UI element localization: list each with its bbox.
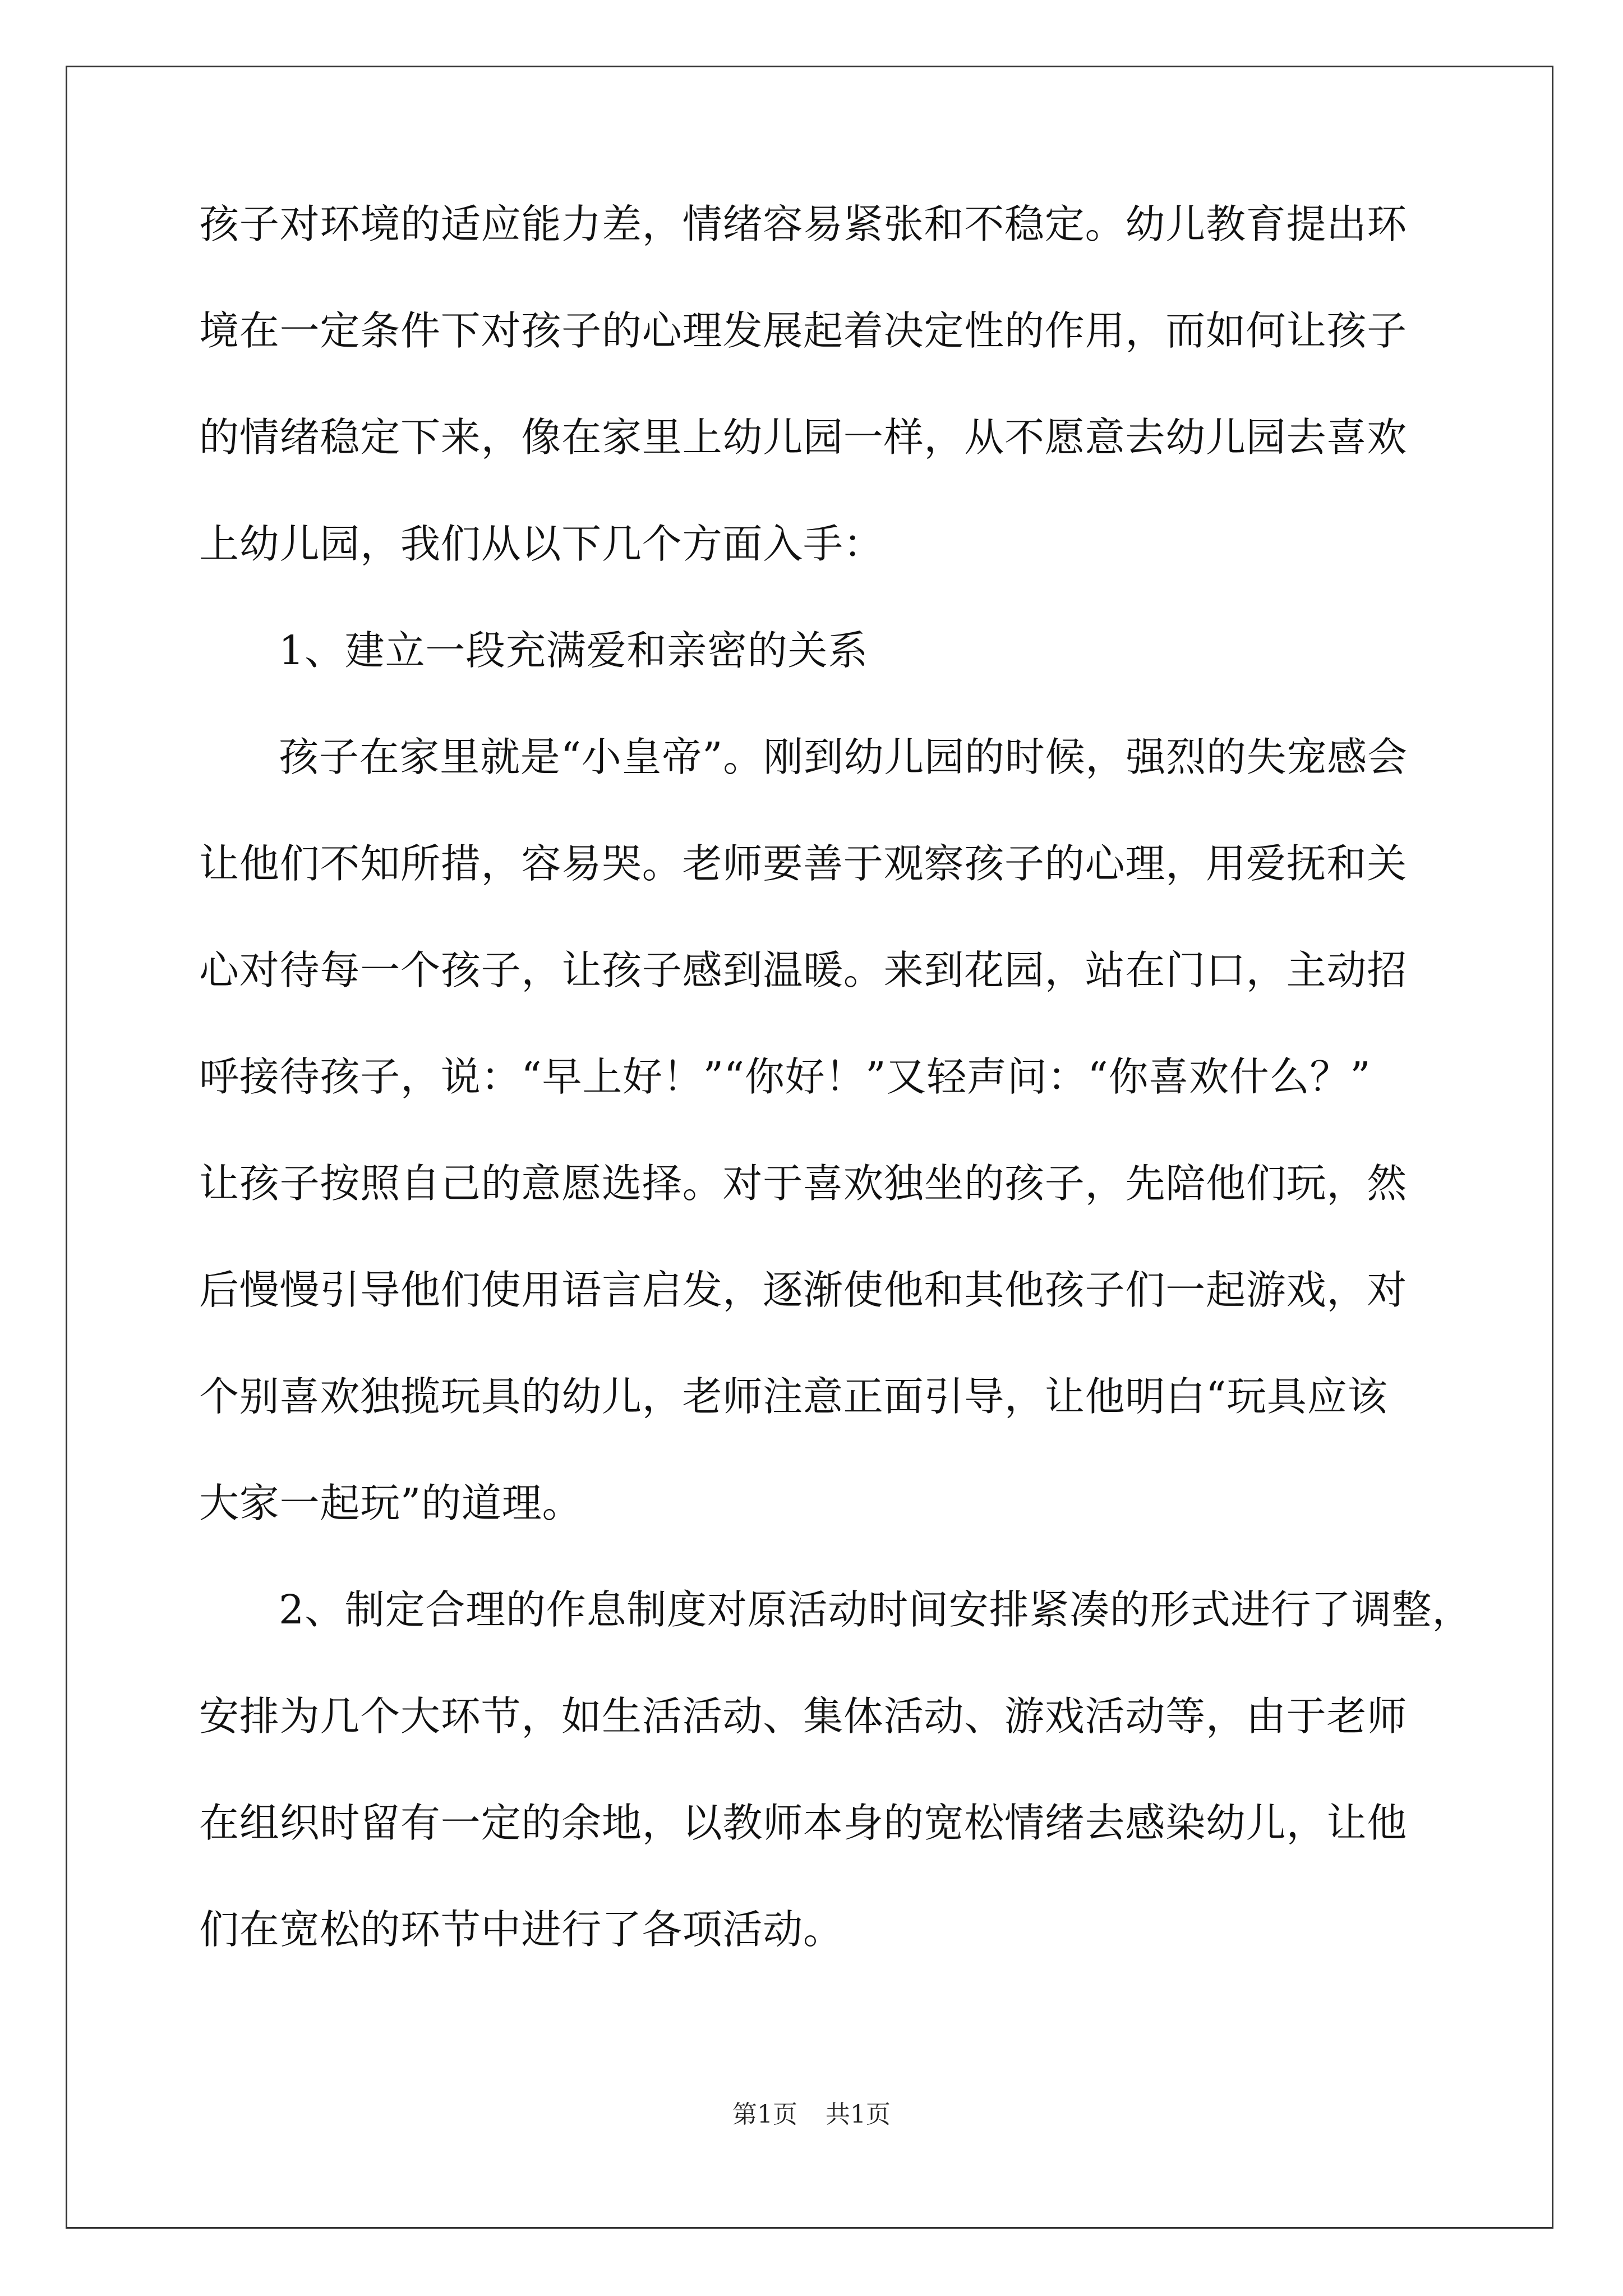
section-heading-2: 2、制定合理的作息制度对原活动时间安排紧凑的形式进行了调整，: [279, 1586, 1473, 1633]
section-heading-1: 1、建立一段充满爱和亲密的关系: [279, 627, 869, 674]
text-line: 大家一起玩”的道理。: [199, 1480, 583, 1526]
page-total: 共1页: [826, 2100, 891, 2129]
text-line: 让孩子按照自己的意愿选择。对于喜欢独坐的孩子，先陪他们玩，然: [199, 1160, 1408, 1207]
page-number: 第1页: [732, 2100, 797, 2129]
text-line: 心对待每一个孩子，让孩子感到温暖。来到花园，站在门口，主动招: [199, 947, 1408, 993]
text-line: 上幼儿园，我们从以下几个方面入手：: [199, 521, 884, 567]
text-line: 的情绪稳定下来，像在家里上幼儿园一样，从不愿意去幼儿园去喜欢: [199, 414, 1408, 461]
text-line: 孩子对环境的适应能力差，情绪容易紧张和不稳定。幼儿教育提出环: [199, 201, 1408, 247]
text-line: 境在一定条件下对孩子的心理发展起着决定性的作用，而如何让孩子: [199, 307, 1408, 354]
text-line: 让他们不知所措，容易哭。老师要善于观察孩子的心理，用爱抚和关: [199, 840, 1408, 887]
text-line: 个别喜欢独揽玩具的幼儿，老师注意正面引导，让他明白“玩具应该: [199, 1373, 1388, 1420]
paragraph-start: 孩子在家里就是“小皇帝”。刚到幼儿园的时候，强烈的失宠感会: [279, 734, 1408, 780]
text-line: 呼接待孩子，说：“早上好！”“你好！”又轻声问：“你喜欢什么？”: [199, 1053, 1371, 1100]
text-line: 安排为几个大环节，如生活活动、集体活动、游戏活动等，由于老师: [199, 1693, 1408, 1740]
text-line: 们在宽松的环节中进行了各项活动。: [199, 1906, 843, 1953]
page-footer: [0, 2098, 1623, 2132]
text-line: 在组织时留有一定的余地，以教师本身的宽松情绪去感染幼儿，让他: [199, 1800, 1408, 1846]
text-line: 后慢慢引导他们使用语言启发，逐渐使他和其他孩子们一起游戏，对: [199, 1267, 1408, 1313]
